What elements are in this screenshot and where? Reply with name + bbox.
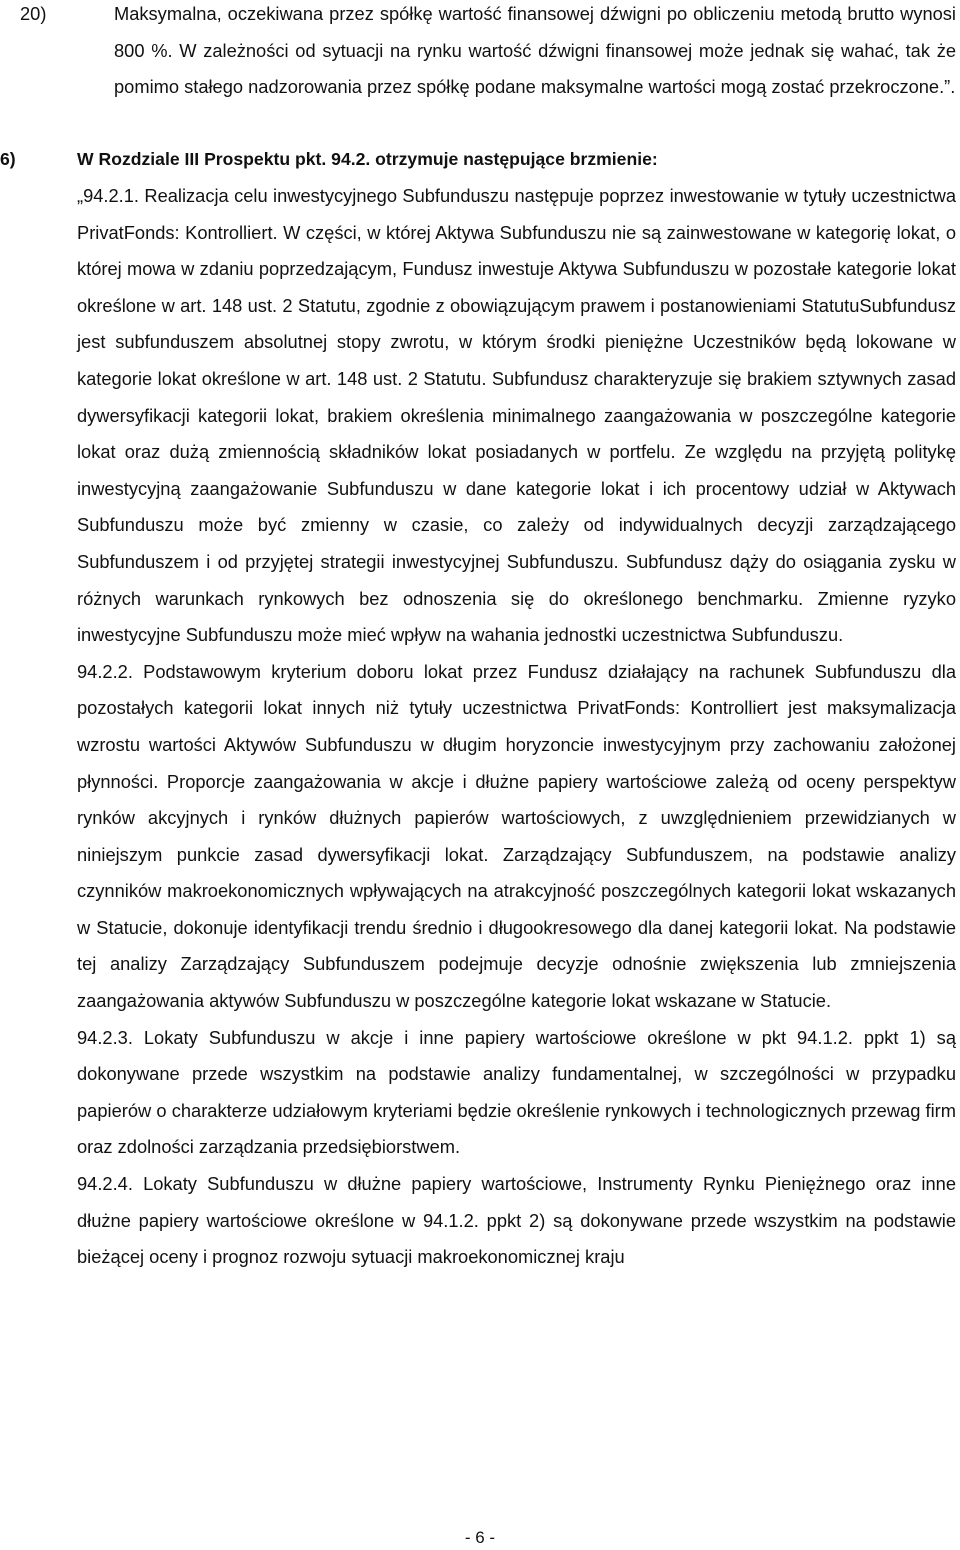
section-number: 6) (0, 149, 16, 169)
list-item-20 (20, 0, 956, 106)
paragraph-94-2-3: 94.2.3. Lokaty Subfunduszu w akcje i inne papiery wartościowe określone w pkt 94.1.2. ppkt 1) są dokonywane przede wszystkim na podstawie analizy fundamentalnej, w szczególności w przypadku papierów o charakterze udziałowym kryteriami będzie określenie rynkowych i technologicznych przewag firm oraz zdolności zarządzania przedsiębiorstwem. (77, 1026, 956, 1158)
list-item-text: Maksymalna, oczekiwana przez spółkę wartość finansowej dźwigni po obliczeniu metodą brutto wynosi 800 %. W zależności od sytuacji na rynku wartość dźwigni finansowej może jednak się wahać, tak że pomimo stałego nadzorowania przez spółkę podane maksymalne wartości mogą zostać przekroczone.”. (114, 3, 956, 98)
list-item-number: 20) (20, 3, 47, 24)
page-number: - 6 - (464, 1528, 496, 1547)
paragraph-94-2-4: 94.2.4. Lokaty Subfunduszu w dłużne papiery wartościowe, Instrumenty Rynku Pieniężnego oraz inne dłużne papiery wartościowe określone w 94.1.2. ppkt 2) są dokonywane przede wszystkim na podstawie bieżącej oceny i prognoz rozwoju sytuacji makroekonomicznej kraju (77, 1173, 956, 1268)
paragraph-94-2-1: „94.2.1. Realizacja celu inwestycyjnego Subfunduszu następuje poprzez inwestowanie w tytuły uczestnictwa PrivatFonds: Kontrolliert. W części, w której Aktywa Subfunduszu nie są zainwestowane w kategorię lokat, o której mowa w zdaniu poprzedzającym, Fundusz inwestuje Aktywa Subfunduszu w pozostałe kategorie lokat określone w art. 148 ust. 2 Statutu, zgodnie z obowiązującym prawem i postanowieniami StatutuSubfundusz jest subfunduszem absolutnej stopy zwrotu, w którym środki pieniężne Uczestników będą lokowane w kategorie lokat określone w art. 148 ust. 2 Statutu. Subfundusz charakteryzuje się brakiem sztywnych zasad dywersyfikacji kategorii lokat, brakiem określenia minimalnego zaangażowania w poszczególne kategorie lokat oraz dużą zmiennością składników lokat posiadanych w portfelu. Ze względu na przyjętą politykę inwestycyjną zaangażowanie Subfunduszu w dane kategorie lokat i ich procentowy udział w Aktywach Subfunduszu może być zmienny w czasie, co zależy od indywidualnych decyzji zarządzającego Subfunduszem i od przyjętej strategii inwestycyjnej Subfunduszu. Subfundusz dąży do osiągania zysku w różnych warunkach rynkowych bez odnoszenia się do określonego benchmarku. Zmienne ryzyko inwestycyjne Subfunduszu może mieć wpływ na wahania jednostki uczestnictwa Subfunduszu. (77, 185, 956, 646)
section-heading-text: W Rozdziale III Prospektu pkt. 94.2. otrzymuje następujące brzmienie: (77, 149, 658, 169)
amended-text (77, 178, 956, 1276)
paragraph-94-2-2: 94.2.2. Podstawowym kryterium doboru lokat przez Fundusz działający na rachunek Subfunduszu dla pozostałych kategorii lokat innych niż tytuły uczestnictwa PrivatFonds: Kontrolliert jest maksymalizacja wzrostu wartości Aktywów Subfunduszu w długim horyzoncie inwestycyjnym przy zachowaniu założonej płynności. Proporcje zaangażowania w akcje i dłużne papiery wartościowe zależą od oceny perspektyw rynków akcyjnych i rynków dłużnych papierów wartościowych, z uwzględnieniem przewidzianych w niniejszym punkcie zasad dywersyfikacji lokat. Zarządzający Subfunduszem, na podstawie analizy czynników makroekonomicznych wpływających na atrakcyjność poszczególnych kategorii lokat wskazanych w Statucie, dokonuje identyfikacji trendu średnio i długookresowego dla danej kategorii lokat. Na podstawie tej analizy Zarządzający Subfunduszem podejmuje decyzje odnośnie zwiększenia lub zmniejszenia zaangażowania aktywów Subfunduszu w poszczególne kategorie lokat wskazane w Statucie. (77, 660, 956, 1012)
